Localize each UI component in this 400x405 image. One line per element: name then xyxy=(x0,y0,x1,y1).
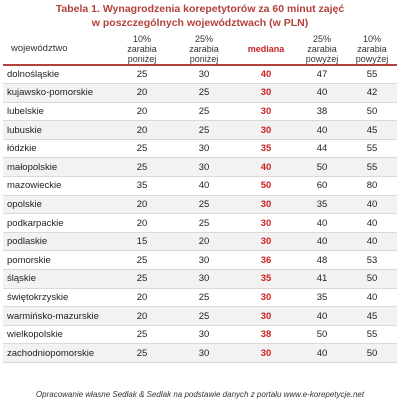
median-value: 38 xyxy=(235,325,297,344)
value-cell: 20 xyxy=(111,195,173,214)
salary-table xyxy=(3,34,397,363)
table-row xyxy=(3,270,397,289)
table-row xyxy=(3,251,397,270)
column-header-2: 25% zarabia poniżej xyxy=(173,34,235,65)
table-title-line-2: w poszczególnych województwach (w PLN) xyxy=(91,17,309,29)
region-name: małopolskie xyxy=(3,158,111,177)
column-header-4: 25% zarabia powyżej xyxy=(297,34,347,65)
value-cell: 45 xyxy=(347,121,397,140)
table-row xyxy=(3,195,397,214)
region-name: pomorskie xyxy=(3,251,111,270)
value-cell: 40 xyxy=(347,214,397,233)
value-cell: 40 xyxy=(297,121,347,140)
region-name: śląskie xyxy=(3,270,111,289)
column-header-0: województwo xyxy=(3,34,111,65)
header-row xyxy=(3,34,397,65)
table-row xyxy=(3,121,397,140)
value-cell: 50 xyxy=(297,158,347,177)
table-row xyxy=(3,177,397,196)
value-cell: 25 xyxy=(111,139,173,158)
value-cell: 44 xyxy=(297,139,347,158)
region-name: podlaskie xyxy=(3,232,111,251)
value-cell: 53 xyxy=(347,251,397,270)
median-value: 30 xyxy=(235,232,297,251)
value-cell: 25 xyxy=(173,102,235,121)
value-cell: 40 xyxy=(297,232,347,251)
region-name: mazowieckie xyxy=(3,177,111,196)
value-cell: 25 xyxy=(111,344,173,363)
value-cell: 55 xyxy=(347,65,397,84)
value-cell: 25 xyxy=(173,84,235,103)
table-body xyxy=(3,65,397,363)
value-cell: 47 xyxy=(297,65,347,84)
region-name: kujawsko-pomorskie xyxy=(3,84,111,103)
region-name: wielkopolskie xyxy=(3,325,111,344)
median-value: 40 xyxy=(235,65,297,84)
value-cell: 50 xyxy=(347,344,397,363)
value-cell: 25 xyxy=(173,121,235,140)
value-cell: 41 xyxy=(297,270,347,289)
value-cell: 55 xyxy=(347,139,397,158)
value-cell: 60 xyxy=(297,177,347,196)
value-cell: 15 xyxy=(111,232,173,251)
value-cell: 35 xyxy=(111,177,173,196)
median-value: 30 xyxy=(235,84,297,103)
table-row xyxy=(3,307,397,326)
value-cell: 30 xyxy=(173,325,235,344)
median-value: 30 xyxy=(235,102,297,121)
region-name: łódzkie xyxy=(3,139,111,158)
value-cell: 20 xyxy=(111,121,173,140)
value-cell: 40 xyxy=(297,307,347,326)
value-cell: 25 xyxy=(111,325,173,344)
value-cell: 42 xyxy=(347,84,397,103)
value-cell: 30 xyxy=(173,344,235,363)
value-cell: 40 xyxy=(297,214,347,233)
value-cell: 45 xyxy=(347,307,397,326)
value-cell: 50 xyxy=(347,102,397,121)
value-cell: 55 xyxy=(347,158,397,177)
table-row xyxy=(3,102,397,121)
table-row xyxy=(3,325,397,344)
value-cell: 38 xyxy=(297,102,347,121)
value-cell: 20 xyxy=(111,102,173,121)
value-cell: 20 xyxy=(111,307,173,326)
value-cell: 50 xyxy=(347,270,397,289)
table-row xyxy=(3,139,397,158)
value-cell: 40 xyxy=(347,288,397,307)
table-row xyxy=(3,65,397,84)
median-value: 50 xyxy=(235,177,297,196)
value-cell: 40 xyxy=(297,84,347,103)
value-cell: 20 xyxy=(111,288,173,307)
median-value: 40 xyxy=(235,158,297,177)
table-row xyxy=(3,214,397,233)
region-name: warmińsko-mazurskie xyxy=(3,307,111,326)
region-name: lubuskie xyxy=(3,121,111,140)
table-title-line-1: Tabela 1. Wynagrodzenia korepetytorów za 60 minut zajęć xyxy=(55,3,345,15)
value-cell: 25 xyxy=(173,214,235,233)
table-title xyxy=(0,0,400,30)
value-cell: 35 xyxy=(297,195,347,214)
table-row xyxy=(3,158,397,177)
median-value: 35 xyxy=(235,139,297,158)
value-cell: 40 xyxy=(347,232,397,251)
value-cell: 30 xyxy=(173,158,235,177)
region-name: zachodniopomorskie xyxy=(3,344,111,363)
value-cell: 30 xyxy=(173,270,235,289)
median-value: 30 xyxy=(235,121,297,140)
value-cell: 25 xyxy=(111,158,173,177)
value-cell: 25 xyxy=(111,251,173,270)
median-value: 30 xyxy=(235,214,297,233)
value-cell: 20 xyxy=(111,84,173,103)
value-cell: 25 xyxy=(111,270,173,289)
column-header-5: 10% zarabia powyżej xyxy=(347,34,397,65)
source-note: Opracowanie własne Sedlak & Sedlak na podstawie danych z portalu www.e-korepetycje.net xyxy=(35,390,365,399)
table-row xyxy=(3,84,397,103)
value-cell: 25 xyxy=(173,195,235,214)
region-name: dolnośląskie xyxy=(3,65,111,84)
value-cell: 55 xyxy=(347,325,397,344)
median-value: 30 xyxy=(235,195,297,214)
value-cell: 40 xyxy=(347,195,397,214)
region-name: podkarpackie xyxy=(3,214,111,233)
median-value: 30 xyxy=(235,344,297,363)
value-cell: 80 xyxy=(347,177,397,196)
value-cell: 40 xyxy=(297,344,347,363)
region-name: świętokrzyskie xyxy=(3,288,111,307)
median-value: 36 xyxy=(235,251,297,270)
value-cell: 30 xyxy=(173,251,235,270)
median-value: 30 xyxy=(235,288,297,307)
value-cell: 50 xyxy=(297,325,347,344)
value-cell: 25 xyxy=(111,65,173,84)
value-cell: 20 xyxy=(173,232,235,251)
value-cell: 25 xyxy=(173,307,235,326)
table-row xyxy=(3,232,397,251)
value-cell: 40 xyxy=(173,177,235,196)
value-cell: 30 xyxy=(173,65,235,84)
value-cell: 30 xyxy=(173,139,235,158)
column-header-1: 10% zarabia poniżej xyxy=(111,34,173,65)
median-value: 35 xyxy=(235,270,297,289)
region-name: lubelskie xyxy=(3,102,111,121)
median-value: 30 xyxy=(235,307,297,326)
table-row xyxy=(3,344,397,363)
value-cell: 35 xyxy=(297,288,347,307)
region-name: opolskie xyxy=(3,195,111,214)
table-row xyxy=(3,288,397,307)
value-cell: 25 xyxy=(173,288,235,307)
column-header-3: mediana xyxy=(235,34,297,65)
value-cell: 20 xyxy=(111,214,173,233)
value-cell: 48 xyxy=(297,251,347,270)
